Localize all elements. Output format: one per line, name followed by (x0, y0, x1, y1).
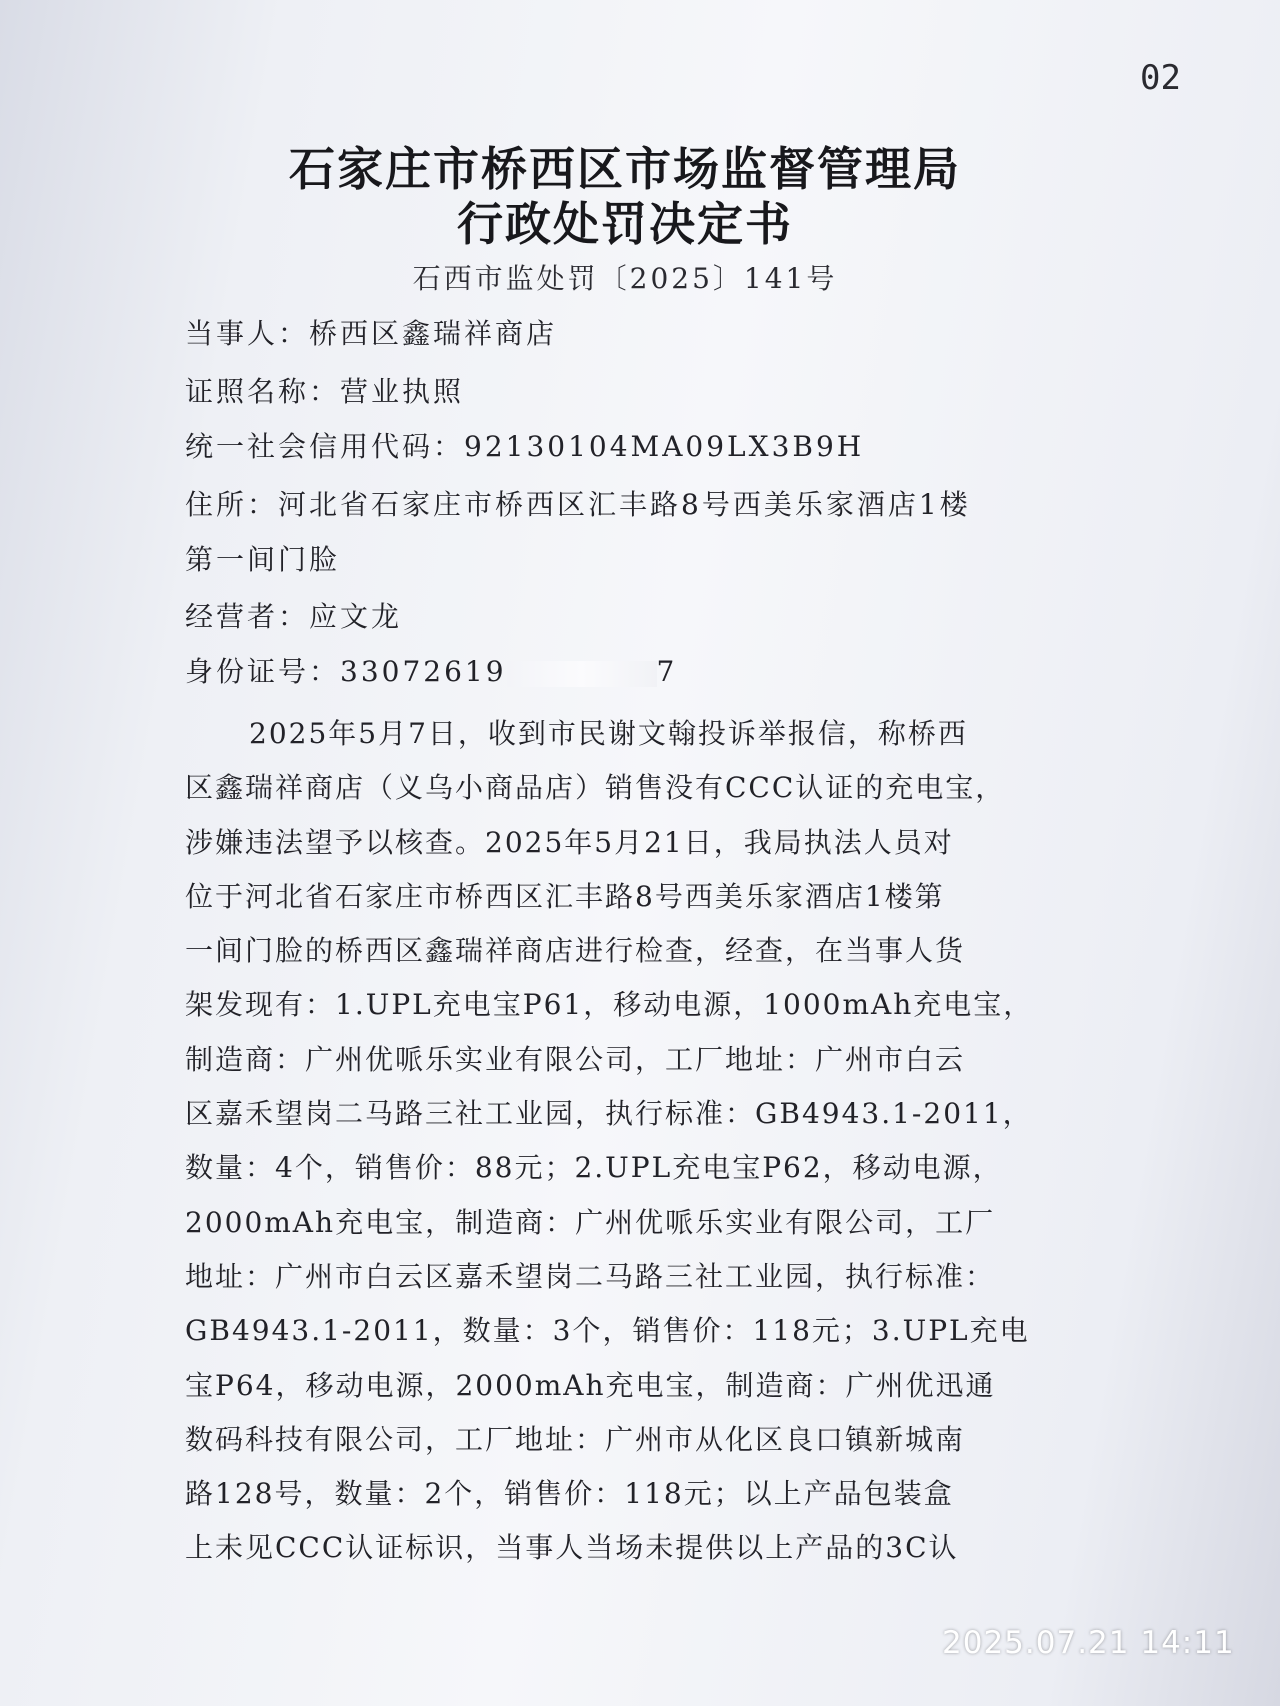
body-line: 制造商：广州优哌乐实业有限公司，工厂地址：广州市白云 (185, 1042, 966, 1076)
operator-line (185, 595, 402, 635)
body-line: 路128号，数量：2个，销售价：118元；以上产品包装盒 (185, 1477, 954, 1511)
address-value-line-2: 第一间门脸 (185, 543, 341, 576)
body-line: 涉嫌违法望予以核查。2025年5月21日，我局执法人员对 (185, 825, 954, 859)
body-line: GB4943.1-2011，数量：3个，销售价：118元；3.UPL充电 (185, 1314, 1030, 1348)
address-label: 住所： (185, 488, 279, 521)
document-title-line-2: 行政处罚决定书 (457, 197, 793, 251)
body-line: 架发现有：1.UPL充电宝P61，移动电源，1000mAh充电宝， (185, 988, 1034, 1022)
license-label: 证照名称： (185, 375, 341, 408)
license-value: 营业执照 (340, 375, 465, 408)
body-line: 2025年5月7日，收到市民谢文翰投诉举报信，称桥西 (249, 717, 968, 750)
body-line: 2000mAh充电宝，制造商：广州优哌乐实业有限公司，工厂 (185, 1205, 996, 1239)
id-suffix: 7 (656, 655, 678, 688)
body-line: 区嘉禾望岗二马路三社工业园，执行标准：GB4943.1-2011， (185, 1097, 1033, 1131)
operator-value: 应文龙 (309, 600, 403, 633)
credit-code-value: 92130104MA09LX3B9H (464, 430, 865, 463)
body-line: 地址：广州市白云区嘉禾望岗二马路三社工业园，执行标准： (185, 1259, 996, 1293)
address-line-2 (185, 538, 340, 578)
photo-timestamp: 2025.07.21 14:11 (942, 1625, 1235, 1661)
document-number: 石西市监处罚〔2025〕141号 (412, 262, 838, 295)
credit-code-line (185, 425, 864, 465)
body-line: 数码科技有限公司，工厂地址：广州市从化区良口镇新城南 (185, 1422, 966, 1456)
body-line: 上未见CCC认证标识，当事人当场未提供以上产品的3C认 (185, 1531, 959, 1565)
id-prefix: 33072619 (340, 655, 507, 688)
id-label: 身份证号： (185, 655, 341, 688)
operator-label: 经营者： (185, 600, 310, 633)
address-line-1 (185, 483, 971, 523)
page-number: 02 (1140, 58, 1181, 98)
party-label: 当事人： (185, 317, 310, 350)
license-line (185, 370, 464, 410)
body-paragraph (185, 707, 1075, 1576)
body-line: 宝P64，移动电源，2000mAh充电宝，制造商：广州优迅通 (185, 1368, 996, 1402)
body-line: 数量：4个，销售价：88元；2.UPL充电宝P62，移动电源， (185, 1151, 1003, 1185)
party-line (185, 312, 557, 352)
body-line: 区鑫瑞祥商店（义乌小商品店）销售没有CCC认证的充电宝， (185, 771, 1006, 805)
body-line: 位于河北省石家庄市桥西区汇丰路8号西美乐家酒店1楼第 (185, 879, 945, 913)
id-redaction (507, 661, 657, 687)
party-value: 桥西区鑫瑞祥商店 (309, 317, 558, 350)
body-line: 一间门脸的桥西区鑫瑞祥商店进行检查，经查，在当事人货 (185, 934, 966, 968)
document-title-line-1: 石家庄市桥西区市场监督管理局 (289, 142, 961, 196)
credit-code-label: 统一社会信用代码： (185, 430, 465, 463)
address-value-line-1: 河北省石家庄市桥西区汇丰路8号西美乐家酒店1楼 (278, 488, 971, 521)
id-number-line (185, 650, 677, 690)
